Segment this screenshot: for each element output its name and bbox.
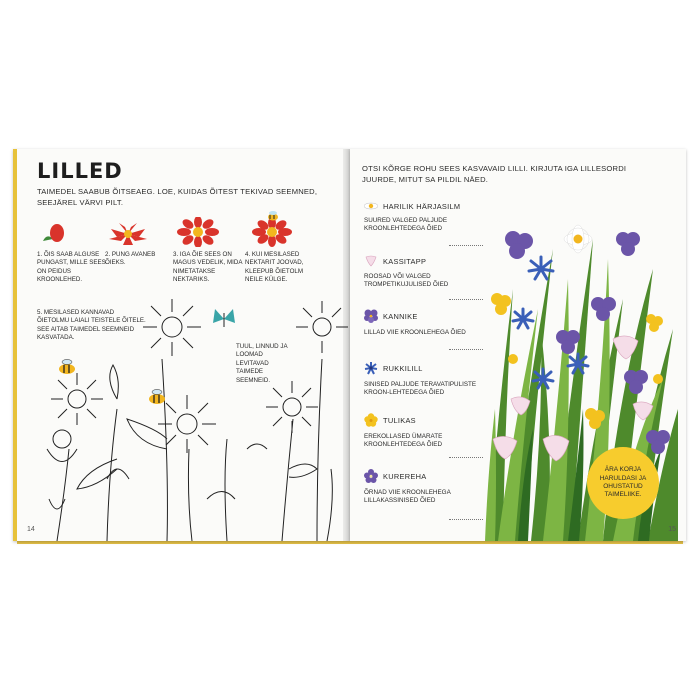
flower-bud-icon xyxy=(37,221,77,247)
step-5-text: 5. MESILASED KANNAVAD ÕIETOLMU LAIALI TEISTELE ÕITELE. SEE AITAB TAIMEDEL SEEMNEID KASVATADA. xyxy=(37,309,146,342)
answer-line[interactable] xyxy=(449,299,487,300)
open-book xyxy=(13,149,689,546)
step-1-text: 1. ÕIS SAAB ALGUSE PUNGAST, MILLE SEES ON PEIDUS KROONLEHED. xyxy=(37,251,106,284)
flower-description: SUURED VALGED PALJUDE KROONLEHTEDEGA ÕIED xyxy=(364,217,448,233)
step-2-text: 2. PUNG AVANEB ÕIEKS. xyxy=(105,251,156,267)
opening-flower-icon xyxy=(105,221,151,247)
flower-entry-violet xyxy=(364,309,494,337)
answer-line[interactable] xyxy=(449,457,487,458)
step-4-text: 4. KUI MESILASED NEKTARIT JOOVAD, KLEEPUB ÕIETOLM NEILE KÜLGE. xyxy=(245,251,304,284)
flower-with-bee-icon xyxy=(245,209,299,247)
violet-icon xyxy=(364,309,378,323)
notice-text: ÄRA KORJA HARULDASI JA OHUSTATUD TAIMELIIKE. xyxy=(599,466,647,499)
flower-entry-cornflower xyxy=(364,361,494,397)
flower-entry-bindweed xyxy=(364,255,494,289)
step-2 xyxy=(105,221,171,268)
flower-description: ÕRNAD VIIE KROONLEHEGA LILLAKASSINISED ÕIED xyxy=(364,489,451,505)
flower-name: TULIKAS xyxy=(383,415,416,425)
intro-text: TAIMEDEL SAABUB ÕITSEAEG. LOE, KUIDAS ÕITEST TEKIVAD SEEMNED, SEEJÄREL VÄRVI PILT. xyxy=(37,187,318,207)
flower-entry-cranesbill xyxy=(364,469,494,505)
red-flower-icon xyxy=(173,217,223,247)
coloring-flowers-illustration xyxy=(17,299,350,541)
step-3-text: 3. IGA ÕIE SEES ON MAGUS VEDELIK, MIDA NIMETATAKSE NEKTARIKS. xyxy=(173,251,243,284)
right-page xyxy=(350,149,686,541)
step-4 xyxy=(245,209,321,285)
buttercup-icon xyxy=(364,413,378,427)
answer-line[interactable] xyxy=(449,519,487,520)
cornflower-icon xyxy=(364,361,378,375)
flower-name: KANNIKE xyxy=(383,311,418,321)
step-1 xyxy=(37,221,107,285)
right-intro-text: OTSI KÕRGE ROHU SEES KASVAVAID LILLI. KIRJUTA IGA LILLESORDI JUURDE, MITUT SA PILDIL NÄED. xyxy=(362,164,627,184)
flower-name: HARILIK HÄRJASILM xyxy=(383,201,461,211)
conservation-notice xyxy=(587,447,659,519)
flower-entry-buttercup xyxy=(364,413,494,449)
cranesbill-icon xyxy=(364,469,378,483)
flower-name: KUREREHA xyxy=(383,471,427,481)
page-number-right: 15 xyxy=(668,526,676,533)
flower-name: KASSITAPP xyxy=(383,256,427,266)
flower-description: ROOSAD VÕI VALGED TROMPETIKUJULISED ÕIED xyxy=(364,273,449,289)
answer-line[interactable] xyxy=(449,245,487,246)
answer-line[interactable] xyxy=(449,349,487,350)
daisy-icon xyxy=(364,201,378,211)
left-page xyxy=(13,149,350,541)
page-title: LILLED xyxy=(37,159,123,183)
flower-description: SINISED PALJUDE TERAVATIPULISTE KROON-LEHTEDEGA ÕIED xyxy=(364,381,477,397)
flower-name: RUKKILILL xyxy=(383,363,423,373)
flower-description: LILLAD VIIE KROONLEHEGA ÕIED xyxy=(364,329,466,336)
bee-left xyxy=(59,360,75,375)
bee-middle xyxy=(149,390,165,405)
flower-description: EREKOLLASED ÜMARATE KROONLEHTEDEGA ÕIED xyxy=(364,433,443,449)
bindweed-icon xyxy=(364,255,378,267)
butterfly xyxy=(213,309,235,327)
step-3 xyxy=(173,217,243,285)
wind-note-text: TUUL, LINNUD JA LOOMAD LEVITAVAD TAIMEDE SEEMNEID. xyxy=(236,343,288,384)
flower-entry-daisy xyxy=(364,201,494,233)
page-number-left: 14 xyxy=(27,526,35,533)
